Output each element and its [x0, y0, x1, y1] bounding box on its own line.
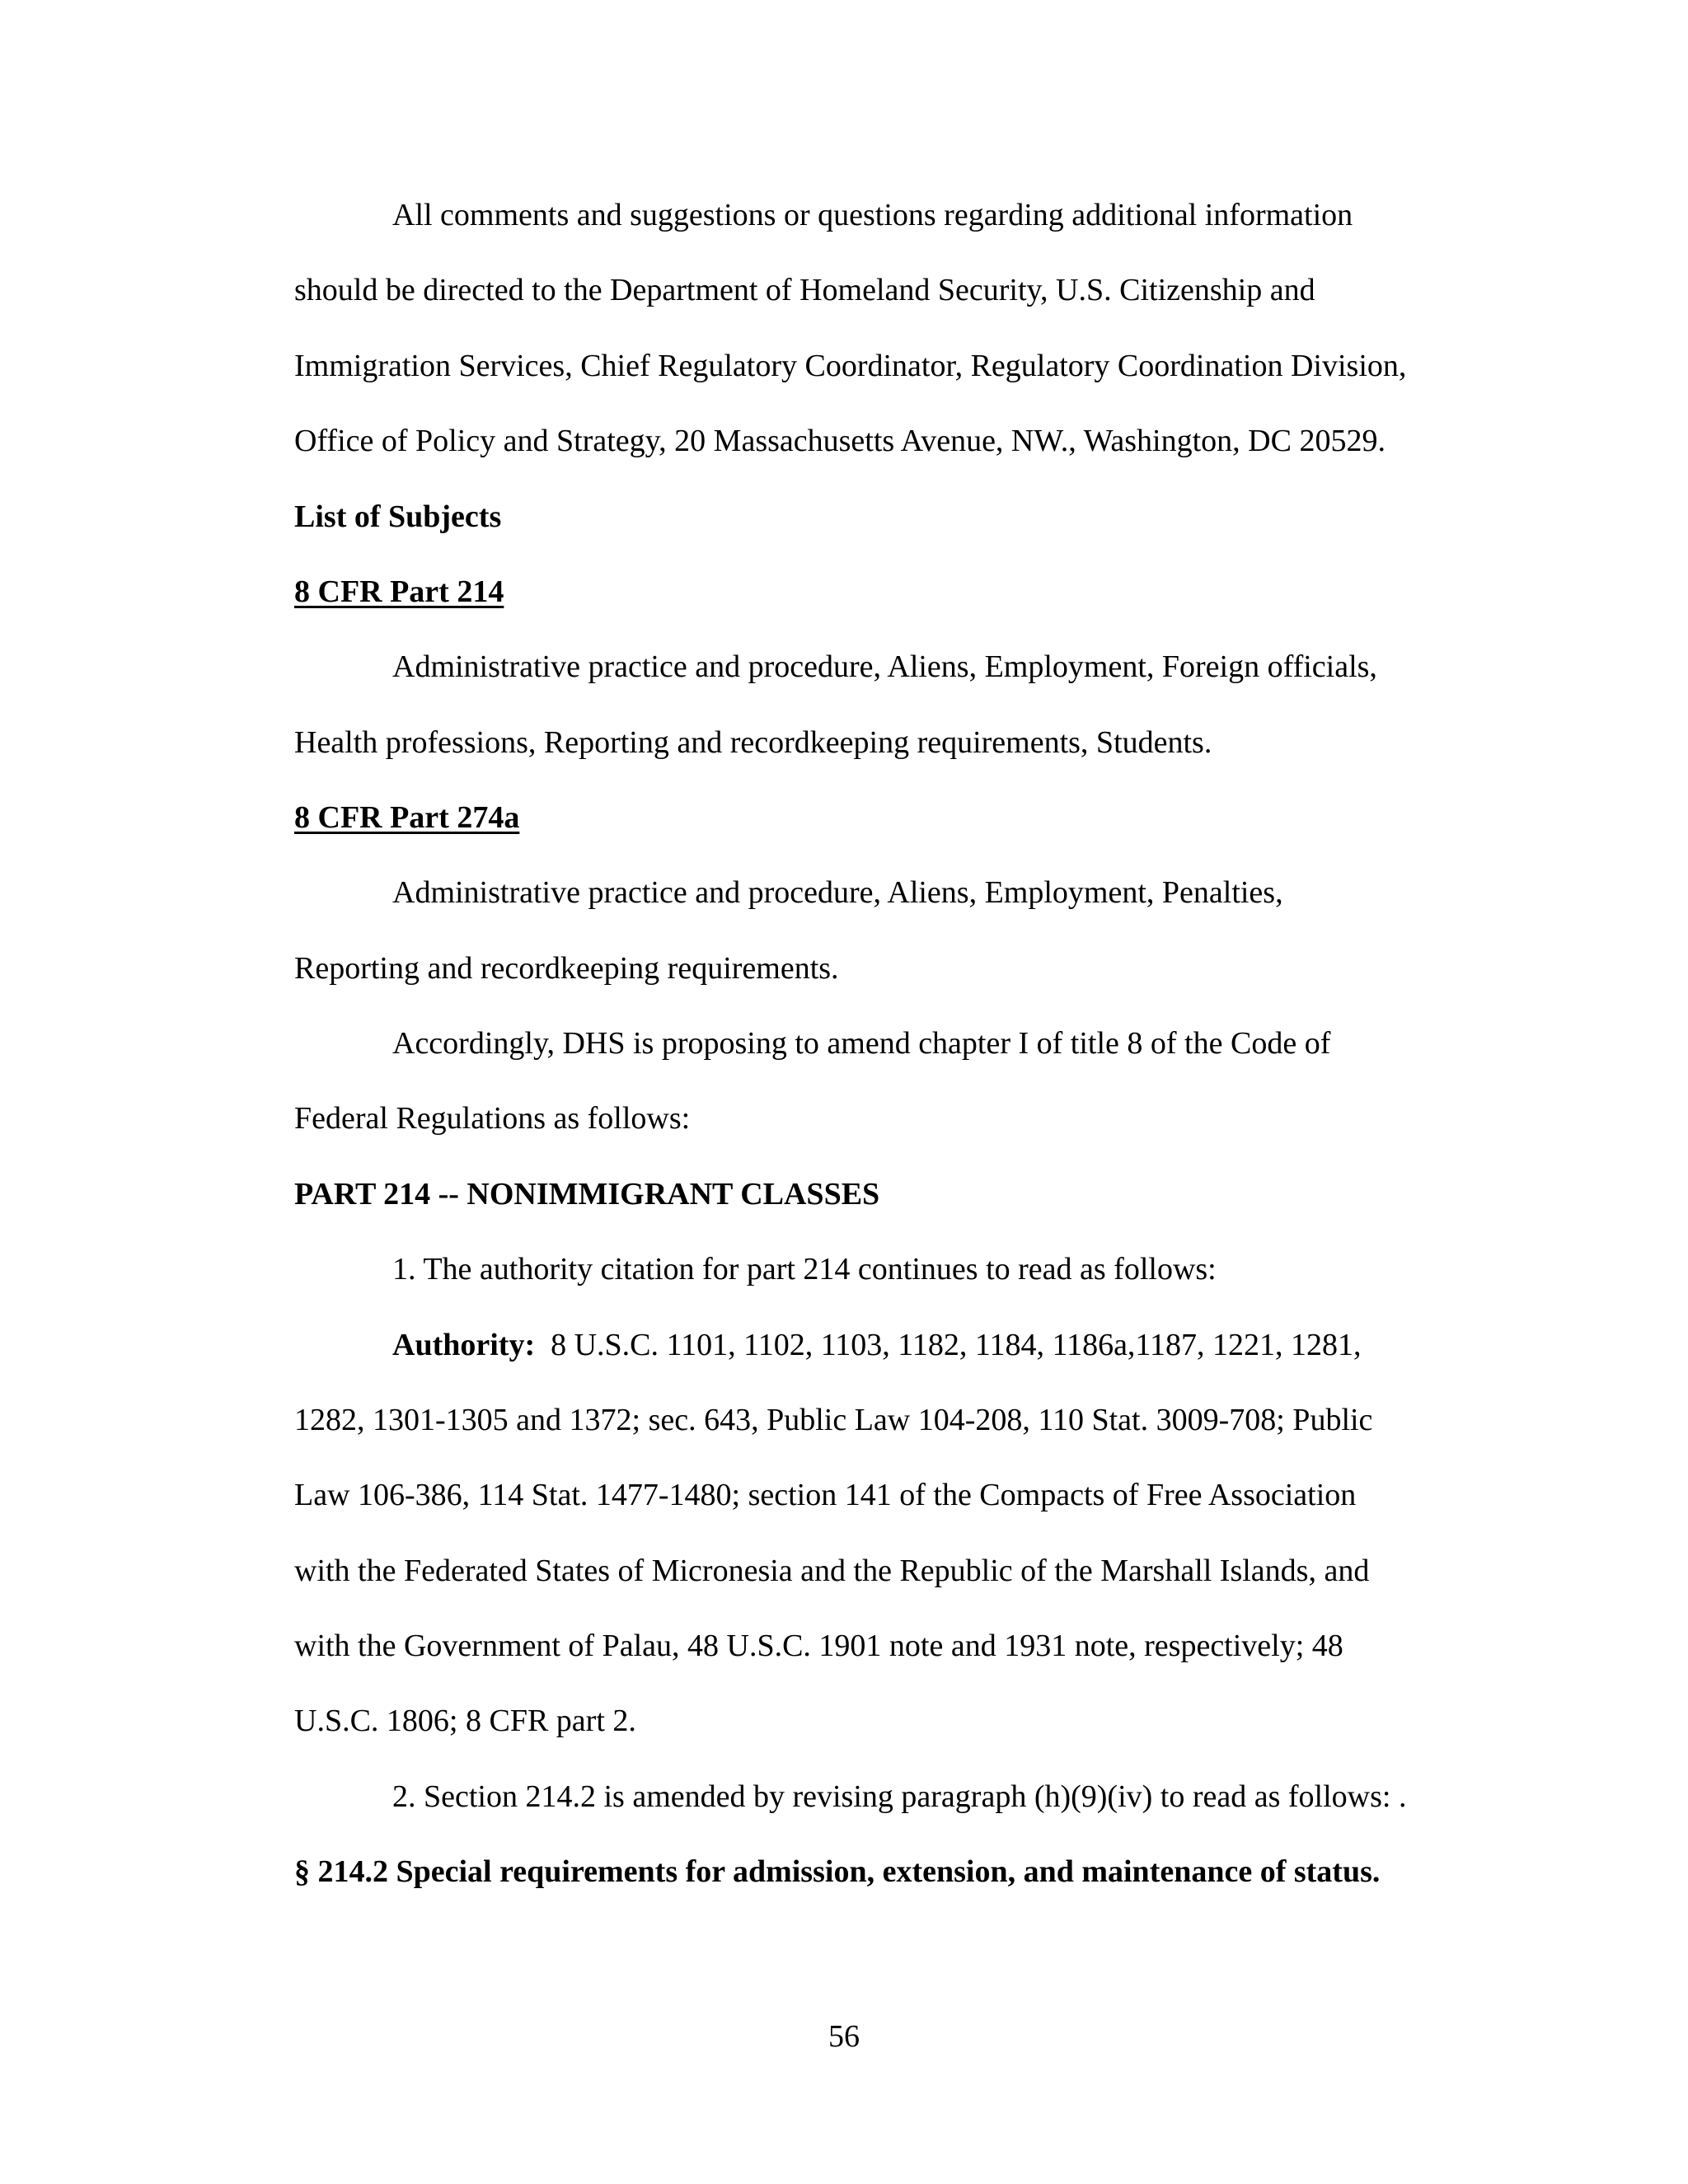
body-text-line: Accordingly, DHS is proposing to amend chapter I of title 8 of the Code of: [392, 1026, 1331, 1061]
body-text-line: Reporting and recordkeeping requirements.: [294, 951, 839, 986]
cfr-part-274a-heading: 8 CFR Part 274a: [294, 800, 520, 835]
body-text-line: Office of Policy and Strategy, 20 Massachusetts Avenue, NW., Washington, DC 20529.: [294, 424, 1386, 458]
authority-line: [392, 1326, 1362, 1364]
body-text-line: U.S.C. 1806; 8 CFR part 2.: [294, 1704, 636, 1738]
body-text-line: should be directed to the Department of Homeland Security, U.S. Citizenship and: [294, 273, 1315, 307]
authority-text: 8 U.S.C. 1101, 1102, 1103, 1182, 1184, 1186a,1187, 1221, 1281,: [551, 1328, 1362, 1362]
authority-label: Authority:: [392, 1328, 536, 1362]
instruction-line: 1. The authority citation for part 214 continues to read as follows:: [392, 1252, 1217, 1286]
cfr-part-214-heading: 8 CFR Part 214: [294, 574, 504, 609]
body-text-line: with the Federated States of Micronesia and the Republic of the Marshall Islands, and: [294, 1554, 1370, 1588]
body-text-line: Law 106-386, 114 Stat. 1477-1480; section 141 of the Compacts of Free Association: [294, 1478, 1357, 1512]
body-text-line: with the Government of Palau, 48 U.S.C. 1901 note and 1931 note, respectively; 48: [294, 1629, 1343, 1663]
body-text-line: 1282, 1301-1305 and 1372; sec. 643, Public Law 104-208, 110 Stat. 3009-708; Public: [294, 1403, 1373, 1437]
part-214-heading: PART 214 -- NONIMMIGRANT CLASSES: [294, 1177, 880, 1212]
body-text-line: All comments and suggestions or questions regarding additional information: [392, 198, 1353, 232]
list-of-subjects-heading: List of Subjects: [294, 499, 502, 534]
body-text-line: Administrative practice and procedure, Aliens, Employment, Penalties,: [392, 875, 1283, 910]
section-214-2-heading: § 214.2 Special requirements for admission, extension, and maintenance of status.: [294, 1854, 1381, 1889]
body-text-line: Federal Regulations as follows:: [294, 1101, 691, 1136]
page-number: 56: [828, 2019, 860, 2054]
instruction-line: 2. Section 214.2 is amended by revising paragraph (h)(9)(iv) to read as follows: .: [392, 1779, 1407, 1814]
body-text-line: Immigration Services, Chief Regulatory Coordinator, Regulatory Coordination Division,: [294, 349, 1407, 383]
body-text-line: Health professions, Reporting and recordkeeping requirements, Students.: [294, 725, 1212, 760]
body-text-line: Administrative practice and procedure, Aliens, Employment, Foreign officials,: [392, 649, 1377, 684]
